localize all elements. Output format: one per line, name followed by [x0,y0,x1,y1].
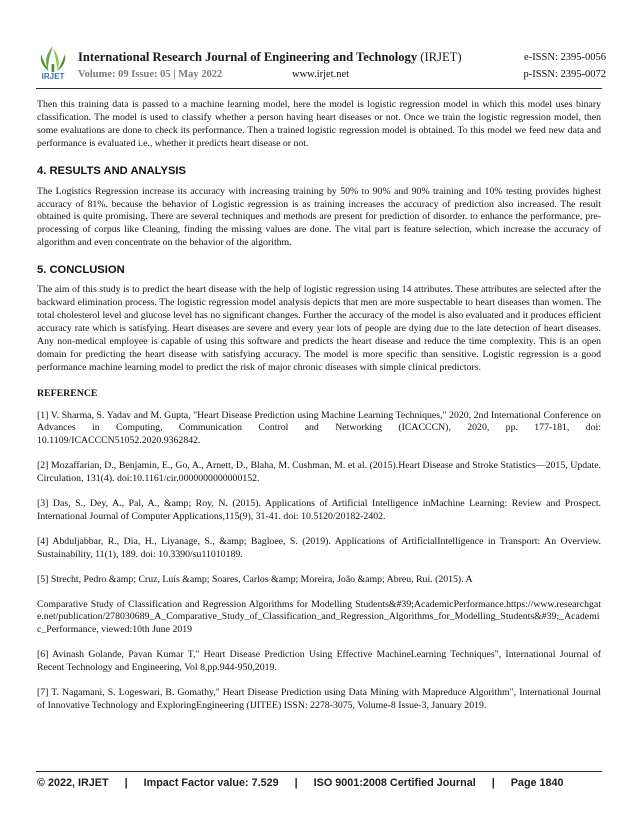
iso-certification: ISO 9001:2008 Certified Journal [313,777,476,789]
svg-text:IRJET: IRJET [41,72,65,80]
footer-divider [36,771,602,772]
copyright: © 2022, IRJET [37,777,109,789]
reference-item: [3] Das, S., Dey, A., Pal, A., &amp; Roy, N. (2015). Applications of Artificial Intelligence inMachine Learning: Review and Prospect. International Journal of Computer Applications,115(9), 31-41. doi: 10.5120/20182-2402. [37,498,601,522]
reference-item: [1] V. Sharma, S. Yadav and M. Gupta, "Heart Disease Prediction using Machine Learning Techniques," 2020, 2nd International Conference on Advances in Computing, Communication Control and Networking (ICACCCN), 2020, pp. 177-181, doi: 10.1109/ICACCCN51052.2020.9362842. [37,409,601,447]
reference-item: [6] Avinash Golande, Pavan Kumar T," Heart Disease Prediction Using Effective MachineLearning Techniques", International Journal of Recent Technology and Engineering, Vol 8,pp.944-950,2019. [37,649,601,674]
reference-item: Comparative Study of Classification and Regression Algorithms for Modelling Students&#39;AcademicPerformance.https://www.researchgate.net/publication/278030689_A_Comparative_Study_of_Classification_and_Regression_Algorithms_for_Modelling_Students&#39;_Academic_Performance, viewed:10th June 2019 [37,598,601,636]
footer-separator: | [294,777,298,789]
journal-website[interactable]: www.irjet.net [292,69,350,80]
impact-factor: Impact Factor value: 7.529 [143,777,279,789]
e-issn: e-ISSN: 2395-0056 [524,52,606,63]
intro-paragraph: Then this training data is passed to a machine learning model, here the model is logistic regression model in which this model uses binary classification. The model is used to classify whether a person having heart diseases or not. Once we train the logistic regression model, then some evaluations are done to check its performance. Then a trained logistic regression model is obtained. To this model we feed new data and performance is evaluated i.e., whether it predicts heart disease or not. [37,99,601,149]
irjet-logo [36,44,70,80]
header-divider [36,88,602,89]
footer-separator: | [491,777,495,789]
conclusion-paragraph: The aim of this study is to predict the heart disease with the help of logistic regression using 14 attributes. These attributes are selected after the backward elimination process. The logistic regression model analysis depicts that men are more suspectable to heart diseases than women. The total cholesterol level and glucose level has no significant changes. Further the accuracy of the model is also evaluated and it produces efficient accuracy rate which is satisfying. Heart diseases are severe and every year lots of people are dying due to the late detection of heart diseases. Any non-medical employee is capable of using this software and predicts the heart disease and reduce the time complexity. This is an open domain for predicting the heart disease with satisfying accuracy. The model is more specific than sensitive. Logistic regression is a good performance machine learning model to predict the risk of major chronic diseases with simple clinical predictors. [37,284,601,373]
page-header [36,44,606,88]
reference-item: [7] T. Nagamani, S. Logeswari, B. Gomathy," Heart Disease Prediction using Data Mining with Mapreduce Algorithm", International Journal of Innovative Technology and ExploringEngineering (IJITEE) ISSN: 2278-3075, Volume-8 Issue-3, January 2019. [37,687,601,711]
reference-heading: REFERENCE [37,387,98,399]
volume-issue: Volume: 09 Issue: 05 | May 2022 [78,69,223,80]
page-body [37,99,601,725]
results-paragraph: The Logistics Regression increase its accuracy with increasing training by 50% to 90% and 90% training and 10% testing provides highest accuracy of 81%. because the behavior of Logistic regression is as training increases the accuracy of prediction also increased. The result obtained is quite promising. There are several techniques and methods are present for prediction of disorder. to enhance the performance, pre-processing of corpus like Cleaning, finding the missing values are done. The vital part is feature selection, which increase the accuracy of algorithm and even concentrate on the behavior of the algorithm. [37,185,601,249]
results-heading: 4. RESULTS AND ANALYSIS [37,164,186,177]
footer-separator: | [124,777,128,789]
page-number: Page 1840 [510,777,564,789]
reference-item: [2] Mozaffarian, D., Benjamin, E., Go, A., Arnett, D., Blaha, M. Cushman, M. et al. (2015).Heart Disease and Stroke Statistics—2015, Update. Circulation, 131(4). doi:10.1161/cir.0000000000000152. [37,460,601,485]
conclusion-heading: 5. CONCLUSION [37,264,125,277]
journal-title: International Research Journal of Engineering and Technology (IRJET) [78,50,462,64]
p-issn: p-ISSN: 2395-0072 [523,69,606,80]
reference-item: [4] Abduljabbar, R., Dia, H., Liyanage, S., &amp; Bagloee, S. (2019). Applications of ArtificialIntelligence in Transport: An Overview. Sustainability, 11(1), 189. doi: 10.3390/su11010189. [37,535,601,560]
page-footer [37,777,602,789]
reference-item: [5] Strecht, Pedro &amp; Cruz, Luís &amp; Soares, Carlos &amp; Moreira, João &amp; Abreu, Rui. (2015). A [37,573,473,585]
